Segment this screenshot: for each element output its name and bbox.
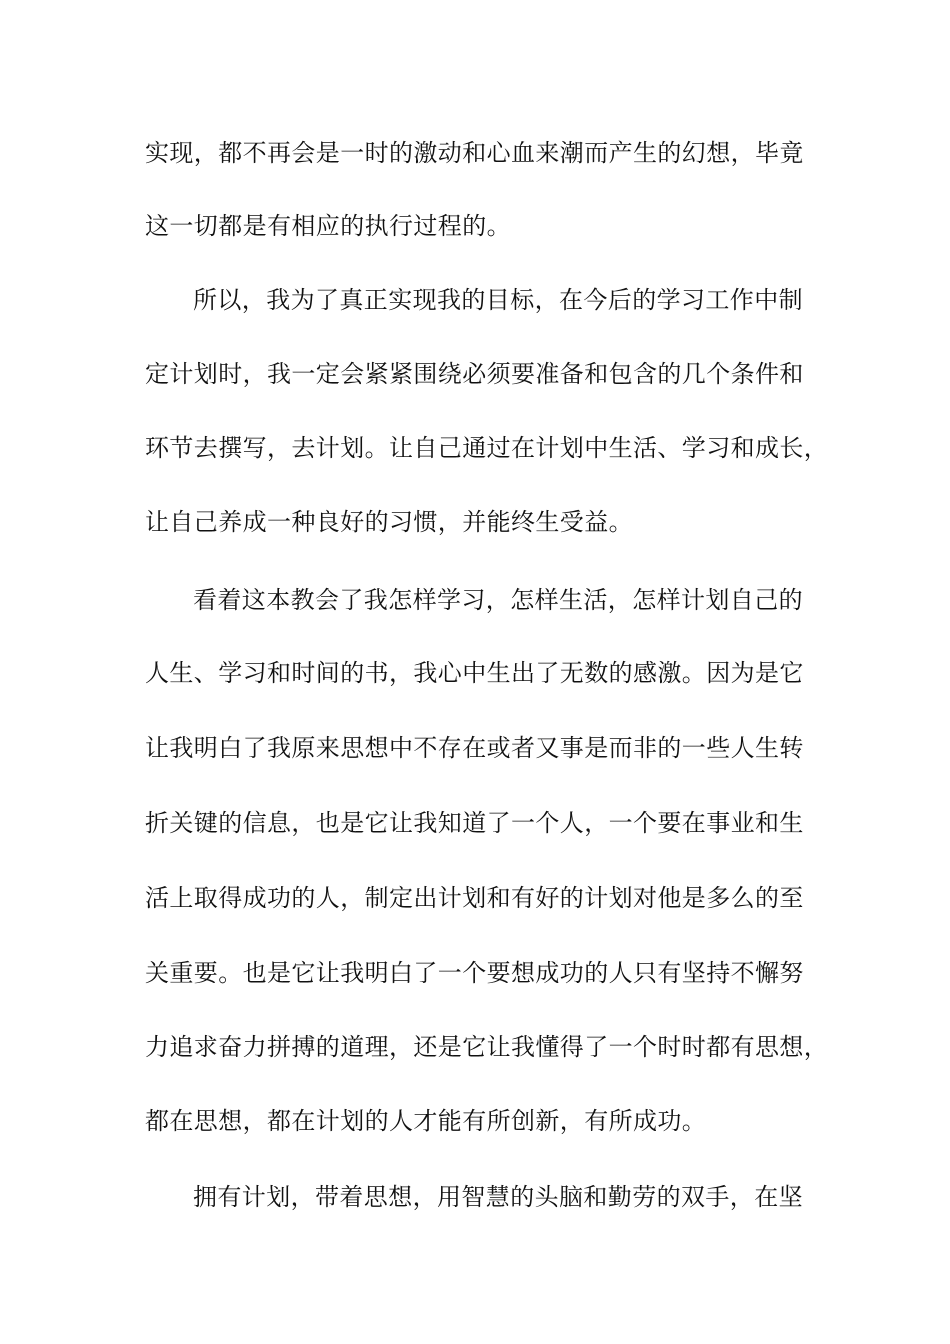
text-line: 这一切都是有相应的执行过程的。	[145, 212, 511, 240]
text-line: 实现，都不再会是一时的激动和心血来潮而产生的幻想，毕竟	[145, 139, 804, 167]
text-line: 活上取得成功的人，制定出计划和有好的计划对他是多么的至	[145, 884, 804, 912]
text-line: 环节去撰写，去计划。让自己通过在计划中生活、学习和成长，	[145, 434, 829, 462]
text-line: 人生、学习和时间的书，我心中生出了无数的感激。因为是它	[145, 659, 804, 687]
text-line: 让我明白了我原来思想中不存在或者又事是而非的一些人生转	[145, 734, 804, 762]
paragraph-start-line: 所以，我为了真正实现我的目标，在今后的学习工作中制	[193, 286, 803, 314]
text-line: 让自己养成一种良好的习惯，并能终生受益。	[145, 508, 633, 536]
paragraph-start-line: 看着这本教会了我怎样学习，怎样生活，怎样计划自己的	[193, 586, 803, 614]
text-line: 都在思想，都在计划的人才能有所创新，有所成功。	[145, 1107, 707, 1135]
text-line: 定计划时，我一定会紧紧围绕必须要准备和包含的几个条件和	[145, 360, 804, 388]
text-line: 折关键的信息，也是它让我知道了一个人，一个要在事业和生	[145, 809, 804, 837]
text-line: 关重要。也是它让我明白了一个要想成功的人只有坚持不懈努	[145, 959, 804, 987]
paragraph-start-line: 拥有计划，带着思想，用智慧的头脑和勤劳的双手，在坚	[193, 1183, 803, 1211]
text-line: 力追求奋力拼搏的道理，还是它让我懂得了一个时时都有思想，	[145, 1033, 829, 1061]
